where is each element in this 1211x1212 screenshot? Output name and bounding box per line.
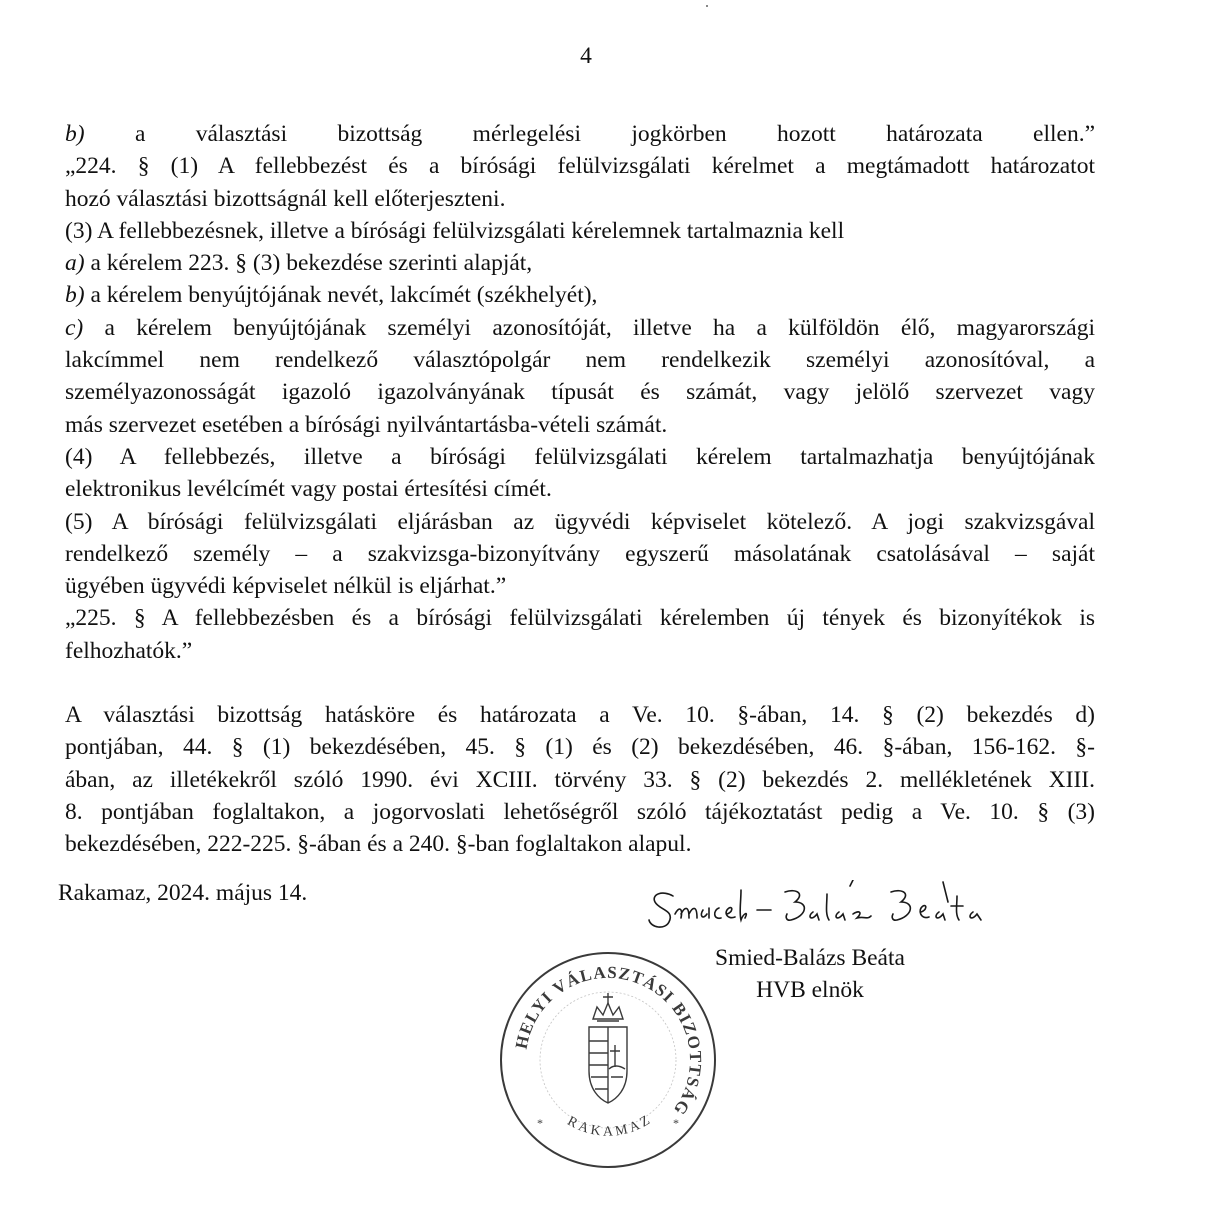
signer-title: HVB elnök	[756, 977, 864, 1004]
text-line	[65, 376, 1095, 408]
text-run: (4) A fellebbezés, illetve a bírósági felülvizsgálati kérelem tartalmazhatja benyújtójának	[65, 443, 1095, 470]
text-run: „224. § (1) A fellebbezést és a bírósági felülvizsgálati kérelmet a megtámadott határozatot	[65, 153, 1095, 180]
place-date: Rakamaz, 2024. május 14.	[58, 880, 308, 906]
text-line	[65, 731, 1095, 763]
text-run: a kérelem 223. § (3) bekezdése szerinti alapját,	[84, 250, 533, 277]
text-line	[65, 409, 1095, 441]
text-line	[65, 473, 1095, 505]
text-line	[65, 796, 1095, 828]
scan-speck	[706, 5, 708, 7]
text-line	[65, 344, 1095, 376]
list-marker: b)	[65, 282, 85, 309]
text-line	[65, 764, 1095, 796]
text-line	[65, 699, 1095, 731]
text-run: elektronikus levélcímét vagy postai értesítési címét.	[65, 476, 552, 503]
text-line	[65, 279, 1095, 311]
text-run: hozó választási bizottságnál kell előterjeszteni.	[65, 185, 506, 212]
text-line	[65, 441, 1095, 473]
list-marker: a)	[65, 250, 85, 277]
stamp-bottom-text: RAKAMAZ	[564, 1111, 656, 1140]
text-line	[65, 828, 1095, 860]
text-run: rendelkező személy – a szakvizsga-bizonyítvány egyszerű másolatának csatolásával – saját	[65, 540, 1095, 567]
text-run: ában, az illetékekről szóló 1990. évi XCIII. törvény 33. § (2) bekezdés 2. mellékletének XIII.	[65, 766, 1095, 793]
text-run: más szervezet esetében a bírósági nyilvántartásba-vételi számát.	[65, 411, 668, 438]
coat-of-arms-icon	[589, 993, 627, 1103]
text-line	[65, 118, 1095, 150]
text-line	[65, 247, 1095, 279]
text-line	[65, 602, 1095, 634]
list-marker: b)	[65, 121, 85, 147]
list-marker: c)	[65, 314, 84, 341]
text-run: a kérelem benyújtójának nevét, lakcímét (székhelyét),	[84, 282, 598, 309]
text-run: lakcímmel nem rendelkező választópolgár nem rendelkezik személyi azonosítóval, a	[65, 347, 1095, 374]
text-run: bekezdésében, 222-225. §-ában és a 240. §-ban foglaltakon alapul.	[65, 831, 692, 858]
signer-name: Smied-Balázs Beáta	[715, 945, 905, 971]
text-line	[65, 538, 1095, 570]
text-line	[65, 150, 1095, 182]
signer-block	[700, 942, 920, 1007]
text-run: (3) A fellebbezésnek, illetve a bírósági felülvizsgálati kérelemnek tartalmaznia kell	[65, 217, 845, 244]
text-line	[65, 183, 1095, 215]
body-text	[65, 118, 1095, 861]
text-run: A választási bizottság hatásköre és határozata a Ve. 10. §-ában, 14. § (2) bekezdés d)	[65, 702, 1095, 729]
text-run: a kérelem benyújtójának személyi azonosítóját, illetve ha a külföldön élő, magyarországi	[83, 314, 1095, 341]
paragraph-gap	[65, 667, 1095, 699]
text-line	[65, 570, 1095, 602]
text-line	[65, 506, 1095, 538]
text-run: 8. pontjában foglaltakon, a jogorvoslati lehetőségről szóló tájékoztatást pedig a Ve. 10. § (3)	[65, 798, 1095, 825]
text-run: ügyében ügyvédi képviselet nélkül is eljárhat.”	[65, 573, 507, 600]
text-line	[65, 635, 1095, 667]
stamp-star-right: *	[673, 1116, 679, 1130]
official-stamp	[497, 949, 719, 1171]
text-run: „225. § A fellebbezésben és a bírósági felülvizsgálati kérelemben új tények és bizonyítékok is	[65, 605, 1095, 632]
text-run: (5) A bírósági felülvizsgálati eljárásban az ügyvédi képviselet kötelező. A jogi szakvizsgával	[65, 508, 1095, 535]
page-number: 4	[580, 43, 592, 69]
text-run: pontjában, 44. § (1) bekezdésében, 45. § (1) és (2) bekezdésében, 46. §-ában, 156-162. §-	[65, 734, 1095, 761]
text-run: felhozhatók.”	[65, 637, 193, 664]
text-run: a választási bizottság mérlegelési jogkörben hozott határozata ellen.”	[84, 121, 1095, 147]
stamp-star-left: *	[537, 1116, 543, 1130]
text-line	[65, 312, 1095, 344]
text-line	[65, 215, 1095, 247]
text-run: személyazonosságát igazoló igazolványának típusát és számát, vagy jelölő szervezet vagy	[65, 379, 1095, 406]
stamp-ring-text: HELYI VÁLASZTÁSI BIZOTTSÁG	[511, 962, 706, 1120]
handwritten-signature	[645, 880, 990, 938]
